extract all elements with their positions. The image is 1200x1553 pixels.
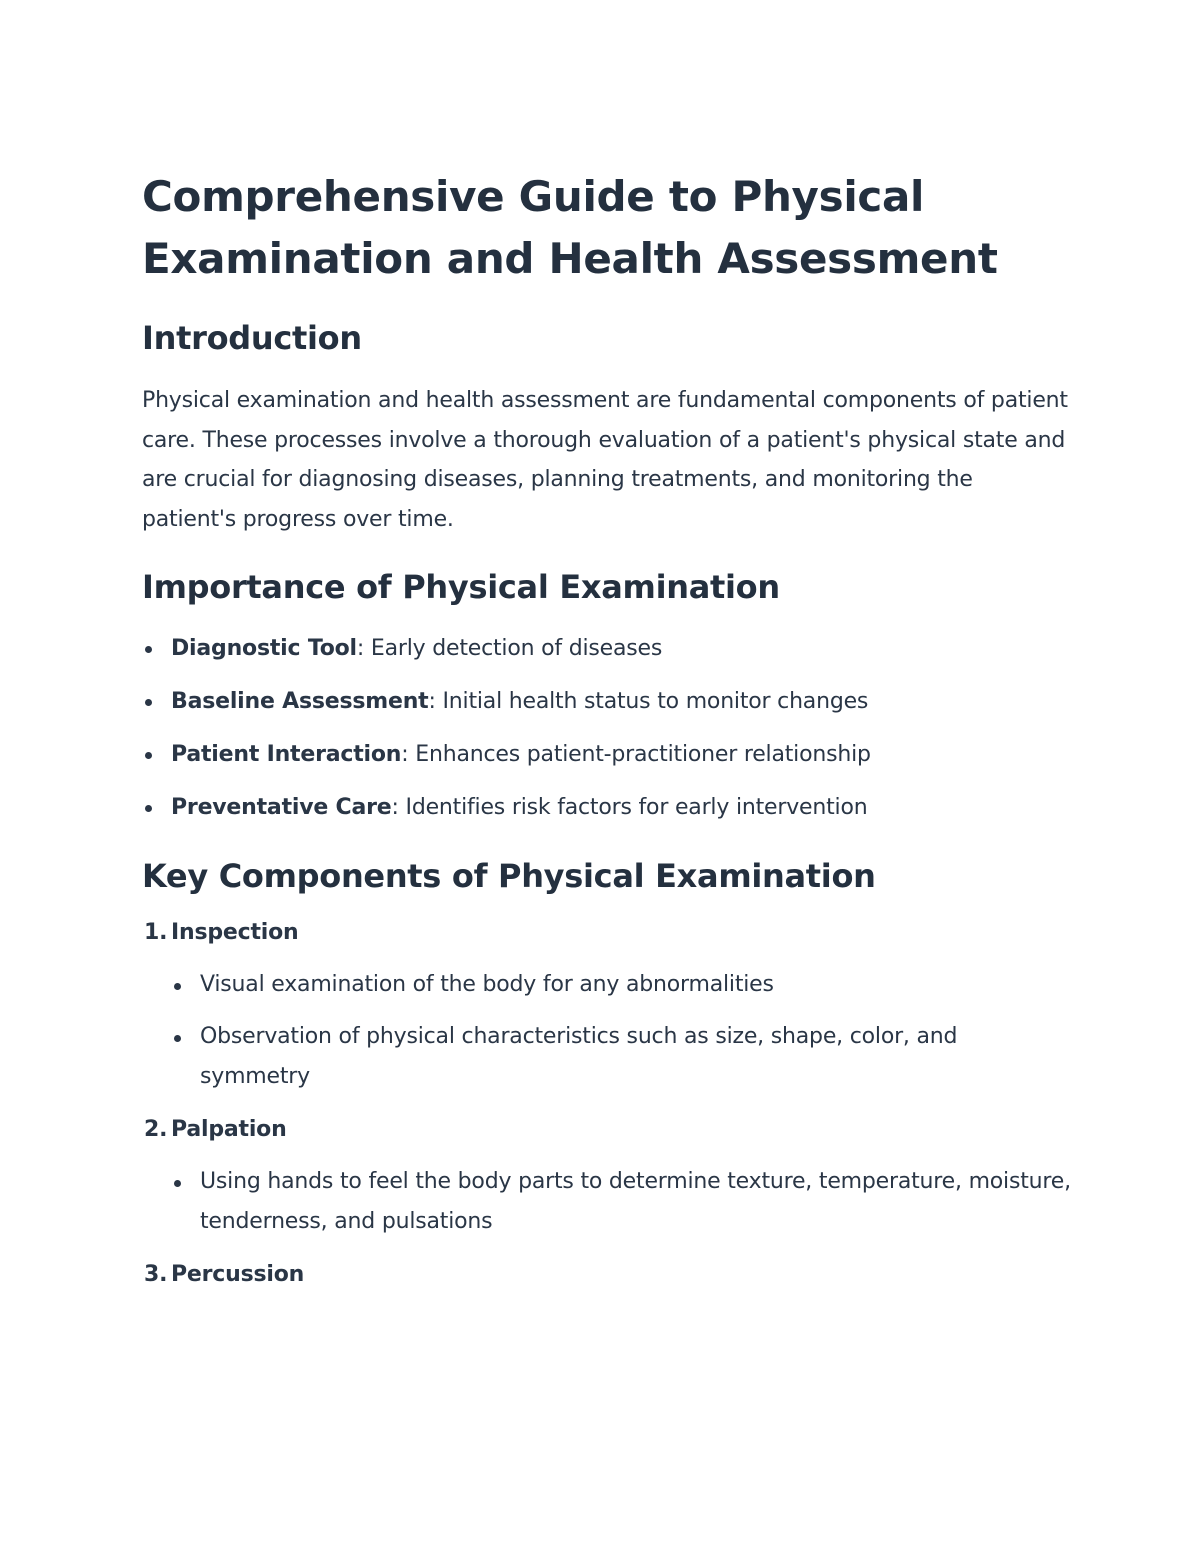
step-number: 2.	[144, 1117, 168, 1142]
step-title: Inspection	[171, 920, 299, 945]
step-item-palpation	[142, 1111, 1072, 1242]
list-item-desc: : Identifies risk factors for early intervention	[391, 795, 868, 820]
sub-list-item: Using hands to feel the body parts to determine texture, temperature, moisture, tenderness, and pulsations	[171, 1162, 1072, 1242]
importance-list	[142, 630, 1072, 826]
step-item-inspection	[142, 914, 1072, 1097]
list-item-desc: : Early detection of diseases	[356, 636, 663, 661]
list-item-term: Preventative Care	[171, 795, 392, 820]
list-item	[142, 736, 1072, 773]
list-item-term: Patient Interaction	[171, 742, 402, 767]
section-heading-importance: Importance of Physical Examination	[142, 568, 780, 606]
list-item-term: Baseline Assessment	[171, 689, 429, 714]
list-item	[142, 683, 1072, 720]
step-title: Palpation	[171, 1117, 287, 1142]
step-title: Percussion	[171, 1262, 305, 1287]
step-points	[171, 965, 1072, 1097]
list-item-term: Diagnostic Tool	[171, 636, 357, 661]
list-item-desc: : Enhances patient-practitioner relationship	[401, 742, 871, 767]
sub-list-item: Visual examination of the body for any abnormalities	[171, 965, 1072, 1005]
list-item-desc: : Initial health status to monitor changes	[428, 689, 869, 714]
components-list	[142, 914, 1072, 1293]
section-heading-components: Key Components of Physical Examination	[142, 857, 876, 895]
step-item-percussion	[142, 1256, 1072, 1293]
list-item	[142, 630, 1072, 667]
step-number: 1.	[144, 920, 168, 945]
document-title: Comprehensive Guide to Physical Examination and Health Assessment	[142, 172, 998, 283]
section-heading-introduction: Introduction	[142, 319, 362, 357]
sub-list-item: Observation of physical characteristics such as size, shape, color, and symmetry	[171, 1017, 1072, 1097]
introduction-paragraph: Physical examination and health assessment are fundamental components of patient care. These processes involve a thorough evaluation of a patient's physical state and are crucial for diagnosing diseases, planning treatments, and monitoring the patient's progress over time.	[142, 388, 1068, 532]
step-points	[171, 1162, 1072, 1242]
document-page	[142, 166, 1072, 1307]
list-item	[142, 789, 1072, 826]
step-number: 3.	[144, 1262, 168, 1287]
